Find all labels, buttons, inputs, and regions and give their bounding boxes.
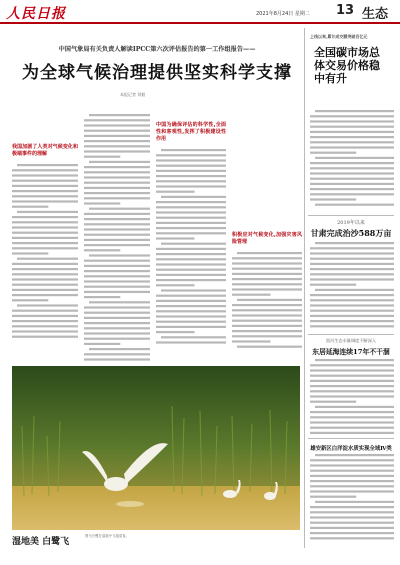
text-line [12,247,78,249]
text-line [89,114,150,116]
text-line [310,470,394,472]
text-line [232,314,302,316]
text-line [310,421,394,423]
text-line [315,454,394,456]
text-line [156,274,226,276]
text-block [12,162,78,342]
issue-date: 2021年8月24日 星期二 [256,11,310,17]
masthead [0,0,400,24]
text-line [156,258,226,260]
text-line [310,193,394,195]
divider [308,215,394,216]
text-line [84,145,150,147]
text-line [84,140,150,142]
text-line [12,221,78,223]
text-line [12,325,78,327]
text-line [84,291,150,293]
text-line [310,395,394,397]
text-line [12,263,78,265]
text-line [156,165,226,167]
text-line [84,249,120,251]
text-line [232,340,271,342]
text-line [237,299,302,301]
text-line [310,273,394,275]
text-line [89,161,150,163]
text-line [310,258,394,260]
text-line [84,244,150,246]
text-line [310,416,394,418]
text-line [156,201,226,203]
text-line [156,211,226,213]
text-line [12,252,48,254]
text-line [310,320,394,322]
text-line [156,315,226,317]
text-line [84,202,120,204]
text-line [310,364,394,366]
egret-photo [12,366,300,530]
text-line [310,294,394,296]
text-line [17,258,78,260]
wetland-egret-image [12,366,300,530]
text-line [310,136,394,138]
text-line [84,223,150,225]
text-line [310,390,394,392]
text-line [315,242,394,244]
text-line [310,252,394,254]
text-line [232,335,302,337]
text-line [156,159,226,161]
text-line [156,248,226,250]
text-line [232,325,302,327]
text-line [310,511,394,513]
text-line [84,280,150,282]
text-line [310,315,394,317]
text-line [232,320,302,322]
side-mid-kicker: 2019年以来 [337,220,365,226]
text-line [310,278,394,280]
text-line [84,327,150,329]
text-line [310,115,394,117]
text-line [232,268,302,270]
text-line [12,195,78,197]
text-line [84,358,150,360]
text-line [310,527,394,529]
text-line [232,294,271,296]
text-line [12,237,78,239]
text-line [156,263,226,265]
text-line [84,218,150,220]
text-line [12,174,78,176]
text-line [310,532,394,534]
text-line [232,273,302,275]
text-line [156,331,195,333]
text-line [310,178,394,180]
text-line [156,300,226,302]
text-line [310,198,356,200]
text-line [232,288,302,290]
text-line [84,130,150,132]
text-block [232,250,302,350]
text-line [84,228,150,230]
text-line [84,119,150,121]
text-line [156,253,226,255]
text-line [232,262,302,264]
sidebar-text-block-2 [310,240,394,332]
text-line [315,406,394,408]
text-line [310,188,394,190]
side-mid-headline: 甘肃完成治沙588万亩 [310,228,392,238]
article-column-4 [232,112,302,362]
text-line [310,480,394,482]
text-line [84,332,150,334]
text-line [156,170,226,172]
text-line [17,164,78,166]
text-line [84,296,120,298]
text-line [237,346,302,348]
text-line [156,154,226,156]
text-line [89,348,150,350]
text-line [161,289,226,291]
text-line [12,185,78,187]
section-name: 生态 [362,7,389,22]
text-line [237,252,302,254]
text-line [12,216,78,218]
text-line [310,141,394,143]
text-line [310,310,394,312]
side-bottom-headline: 雄安新区白洋淀水质实现全域Ⅳ类 [310,446,392,452]
text-line [12,278,78,280]
text-line [310,183,394,185]
text-line [89,301,150,303]
article-column-2 [84,112,150,362]
text-line [84,234,150,236]
text-line [315,157,394,159]
text-line [310,485,394,487]
text-line [310,380,394,382]
text-line [84,286,150,288]
text-line [12,242,78,244]
text-line [156,237,195,239]
text-line [84,275,150,277]
text-line [161,149,226,151]
divider [308,334,394,335]
text-line [156,227,226,229]
text-line [156,217,226,219]
text-line [232,278,302,280]
text-line [84,338,150,340]
text-line [84,312,150,314]
text-line [156,206,226,208]
text-block [84,112,150,362]
text-line [310,131,394,133]
text-line [12,273,78,275]
text-line [12,232,78,234]
text-line [310,496,356,498]
text-line [156,191,195,193]
side-top-kicker: 上线以来,累计成交额突破百亿元 [310,34,368,39]
text-line [310,475,394,477]
text-line [232,283,302,285]
text-line [310,299,394,301]
text-line [315,204,394,206]
text-line [161,336,226,338]
text-line [310,464,394,466]
article-column-3 [156,112,226,362]
text-line [156,269,226,271]
sidebar-text-block-4 [310,452,394,544]
text-line [84,343,120,345]
text-line [156,284,195,286]
text-line [315,110,394,112]
text-line [84,317,150,319]
text-line [156,310,226,312]
text-line [315,289,394,291]
text-line [84,213,150,215]
subhead-one: 我国加剧了人类对气候变化和极端事件的理解 [12,144,78,157]
text-line [84,265,150,267]
text-line [12,289,78,291]
text-line [12,200,78,202]
text-line [84,306,150,308]
text-line [12,169,78,171]
text-line [156,232,226,234]
text-line [89,254,150,256]
text-line [310,304,394,306]
side-low-kicker: 黑河生态水量调度不断深入 [325,338,377,343]
text-line [156,185,226,187]
text-line [310,369,394,371]
text-line [161,196,226,198]
text-line [84,270,150,272]
text-line [310,411,394,413]
text-line [310,506,394,508]
text-line [84,192,150,194]
column-divider [304,28,305,548]
text-block [156,147,226,347]
text-line [310,146,394,148]
photo-caption: 图为白鹭在湿地中飞翔觅食。 [85,534,130,538]
text-line [84,260,150,262]
text-line [310,263,394,265]
text-line [156,326,226,328]
lead-headline: 为全球气候治理提供坚实科学支撑 [22,63,292,83]
text-line [156,305,226,307]
text-line [156,180,226,182]
text-line [156,175,226,177]
text-line [12,284,78,286]
divider [308,438,394,439]
text-line [310,167,394,169]
text-line [310,385,394,387]
lead-kicker: 中国气象局有关负责人解读IPCC第六次评估报告的第一工作组报告—— [58,46,256,53]
text-line [84,187,150,189]
text-line [12,206,48,208]
text-line [12,320,78,322]
text-line [310,522,394,524]
text-line [89,208,150,210]
text-line [12,310,78,312]
text-line [232,257,302,259]
text-line [310,172,394,174]
text-line [156,321,226,323]
text-line [12,226,78,228]
text-line [84,239,150,241]
text-line [156,341,226,343]
text-line [310,375,394,377]
text-line [310,537,394,539]
newspaper-logo: 人民日报 [6,6,66,22]
text-line [12,315,78,317]
text-line [84,182,150,184]
text-line [310,516,394,518]
side-low-headline: 东居延海连续17年不干涸 [312,348,390,356]
text-line [232,304,302,306]
sidebar-text-block-1 [310,108,394,208]
text-line [84,353,150,355]
text-line [156,279,226,281]
text-line [310,432,394,434]
text-line [232,309,302,311]
photo-title: 湿地美 白鹭飞 [12,537,70,547]
text-line [84,124,150,126]
text-line [161,243,226,245]
text-line [84,322,150,324]
text-line [84,197,150,199]
text-line [12,180,78,182]
text-line [84,156,120,158]
sidebar-text-block-3 [310,357,394,435]
text-line [232,330,302,332]
text-line [156,222,226,224]
text-line [310,152,356,154]
text-line [310,120,394,122]
text-line [156,295,226,297]
side-top-headline: 全国碳市场总体交易价格稳中有升 [314,46,380,85]
text-line [17,304,78,306]
text-line [310,490,394,492]
text-line [310,325,394,327]
text-line [310,401,356,403]
text-line [12,190,78,192]
text-line [310,126,394,128]
text-line [12,330,78,332]
text-line [310,427,394,429]
text-line [84,171,150,173]
text-line [12,336,78,338]
text-line [315,501,394,503]
text-line [84,150,150,152]
text-line [310,268,394,270]
text-line [310,459,394,461]
text-line [310,162,394,164]
text-line [12,294,78,296]
subhead-two: 中国为确保评估的科学性,全面性和客观性,发挥了积极建设性作用 [156,122,226,142]
text-line [84,166,150,168]
text-line [12,268,78,270]
text-line [17,211,78,213]
page-number: 13 [336,3,355,18]
text-line [84,176,150,178]
text-line [310,284,356,286]
lead-byline: 本报记者 刘毅 [120,92,146,97]
text-line [12,299,48,301]
text-line [310,247,394,249]
text-line [315,359,394,361]
subhead-three: 积极应对气候变化,加强灾害风险管理 [232,232,302,245]
article-column-1 [12,112,78,362]
text-line [84,135,150,137]
